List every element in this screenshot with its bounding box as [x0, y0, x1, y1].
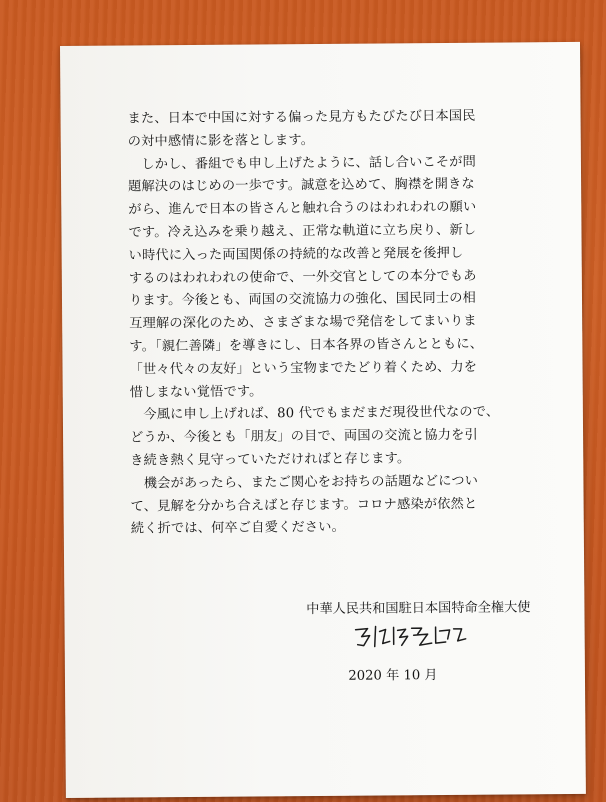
letter-line: がら、進んで日本の皆さんと触れ合うのはわれわれの願い: [128, 199, 477, 218]
letter-line: 今風に申し上げれば、80 代でもまだまだ現役世代なので、: [129, 404, 500, 423]
letter-line: い時代に入った両国関係の持続的な改善と発展を後押し: [128, 245, 464, 264]
letter-line: しかし、番組でも申し上げたように、話し合いこそが問: [127, 154, 477, 173]
letter-body: [127, 105, 522, 541]
letter-line: 続く折では、何卒ご自愛ください。: [130, 520, 346, 537]
letter-line: て、見解を分かち合えばと存じます。コロナ感染が依然と: [130, 496, 478, 515]
letter-paper: [60, 42, 586, 798]
letter-line: 「世々代々の友好」という宝物までたどり着くため、力を: [129, 359, 478, 378]
letter-line: どうか、今後とも「朋友」の目で、両国の交流と協力を引: [130, 427, 478, 446]
letter-line: 機会があったら、またご関心をお持ちの話題などについ: [130, 473, 479, 492]
letter-line: また、日本で中国に対する偏った見方もたびたび日本国民: [127, 108, 476, 127]
letter-line: するのはわれわれの使命で、一外交官としての本分でもあ: [128, 268, 477, 287]
letter-line: 互理解の深化のため、さまざまな場で発信をしてまいりま: [129, 313, 477, 332]
letter-line: き続き熱く見守っていただければと存じます。: [130, 451, 411, 469]
letter-line: す。「親仁善隣」を導きにし、日本各界の皆さんとともに、: [129, 336, 484, 355]
letter-date: 2020 年 10 月: [348, 668, 438, 684]
letter-line: の対中感情に影を落とします。: [127, 132, 315, 150]
letter-line: ります。今後とも、両国の交流協力の強化、国民同士の相: [128, 291, 477, 309]
handwritten-signature: [350, 621, 470, 652]
letter-line: です。冷え込みを乗り越え、正常な軌道に立ち戻り、新し: [128, 222, 477, 241]
letter-line: 題解決のはじめの一歩です。誠意を込めて、胸襟を開きな: [128, 177, 475, 195]
letter-line: 惜しまない覚悟です。: [129, 383, 263, 401]
signatory-title: 中華人民共和国駐日本国特命全権大使: [306, 600, 531, 618]
